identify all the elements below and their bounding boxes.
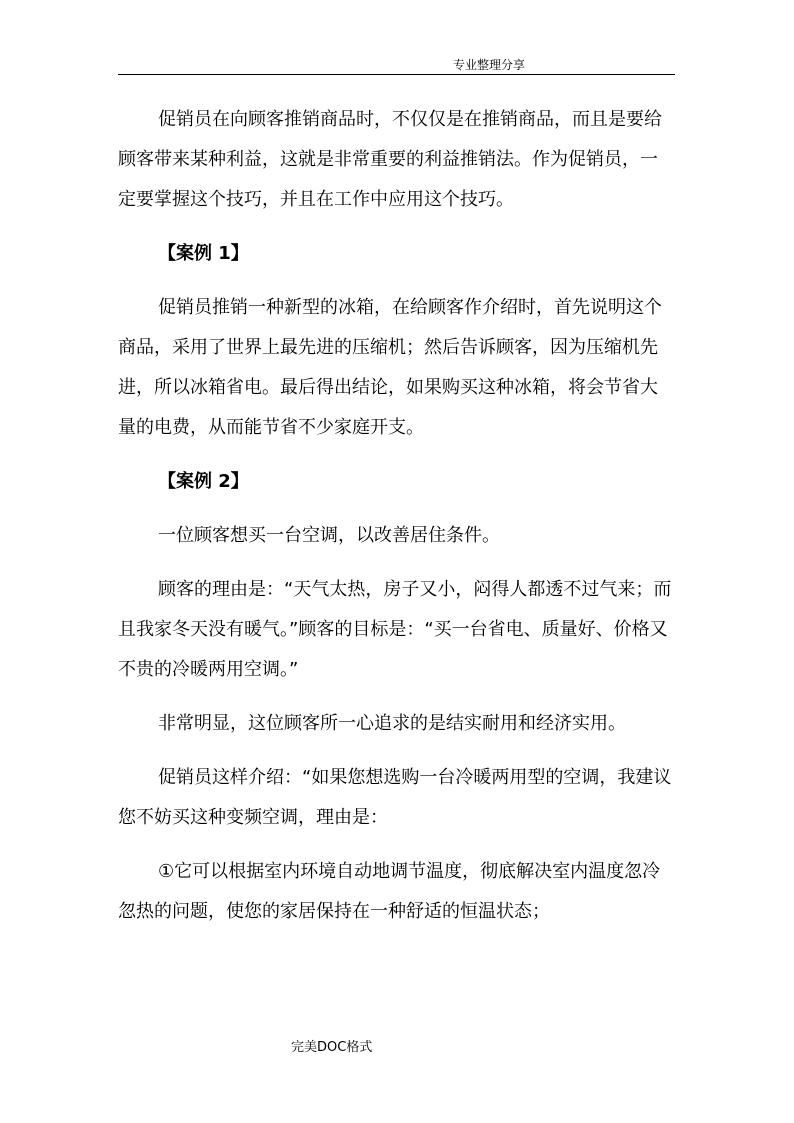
case-2-heading: 【案例 2】 xyxy=(158,471,249,492)
customer-reason-paragraph: 顾客的理由是：“天气太热，房子又小，闷得人都透不过气来；而且我家冬天没有暖气。”顾客的目标是：“买一台省电、质量好、价格又不贵的冷暖两用空调。” xyxy=(118,579,672,680)
salesperson-intro-paragraph: 促销员这样介绍：“如果您想选购一台冷暖两用型的空调，我建议您不妨买这种变频空调，理由是： xyxy=(118,767,672,828)
header-text: 专业整理分享 xyxy=(452,58,525,72)
case-1-heading: 【案例 1】 xyxy=(158,243,249,264)
case-1-paragraph: 促销员推销一种新型的冰箱，在给顾客作介绍时，首先说明这个商品，采用了世界上最先进的压缩机；然后告诉顾客，因为压缩机先进，所以冰箱省电。最后得出结论，如果购买这种冰箱，将会节省大量的电费，从而能节省不少家庭开支。 xyxy=(118,297,662,438)
document-body xyxy=(118,100,675,946)
reason-1-paragraph: ①它可以根据室内环境自动地调节温度，彻底解决室内温度忽冷忽热的问题，使您的家居保持在一种舒适的恒温状态； xyxy=(118,861,661,922)
intro-paragraph: 促销员在向顾客推销商品时，不仅仅是在推销商品，而且是要给顾客带来某种利益，这就是非常重要的利益推销法。作为促销员，一定要掌握这个技巧，并且在工作中应用这个技巧。 xyxy=(118,109,662,210)
page-footer: 完美DOC格式 xyxy=(291,1040,373,1055)
case-2-intro-paragraph: 一位顾客想买一台空调，以改善居住条件。 xyxy=(158,525,500,546)
customer-goal-paragraph: 非常明显，这位顾客所一心追求的是结实耐用和经济实用。 xyxy=(158,713,626,734)
page-header xyxy=(118,56,675,75)
